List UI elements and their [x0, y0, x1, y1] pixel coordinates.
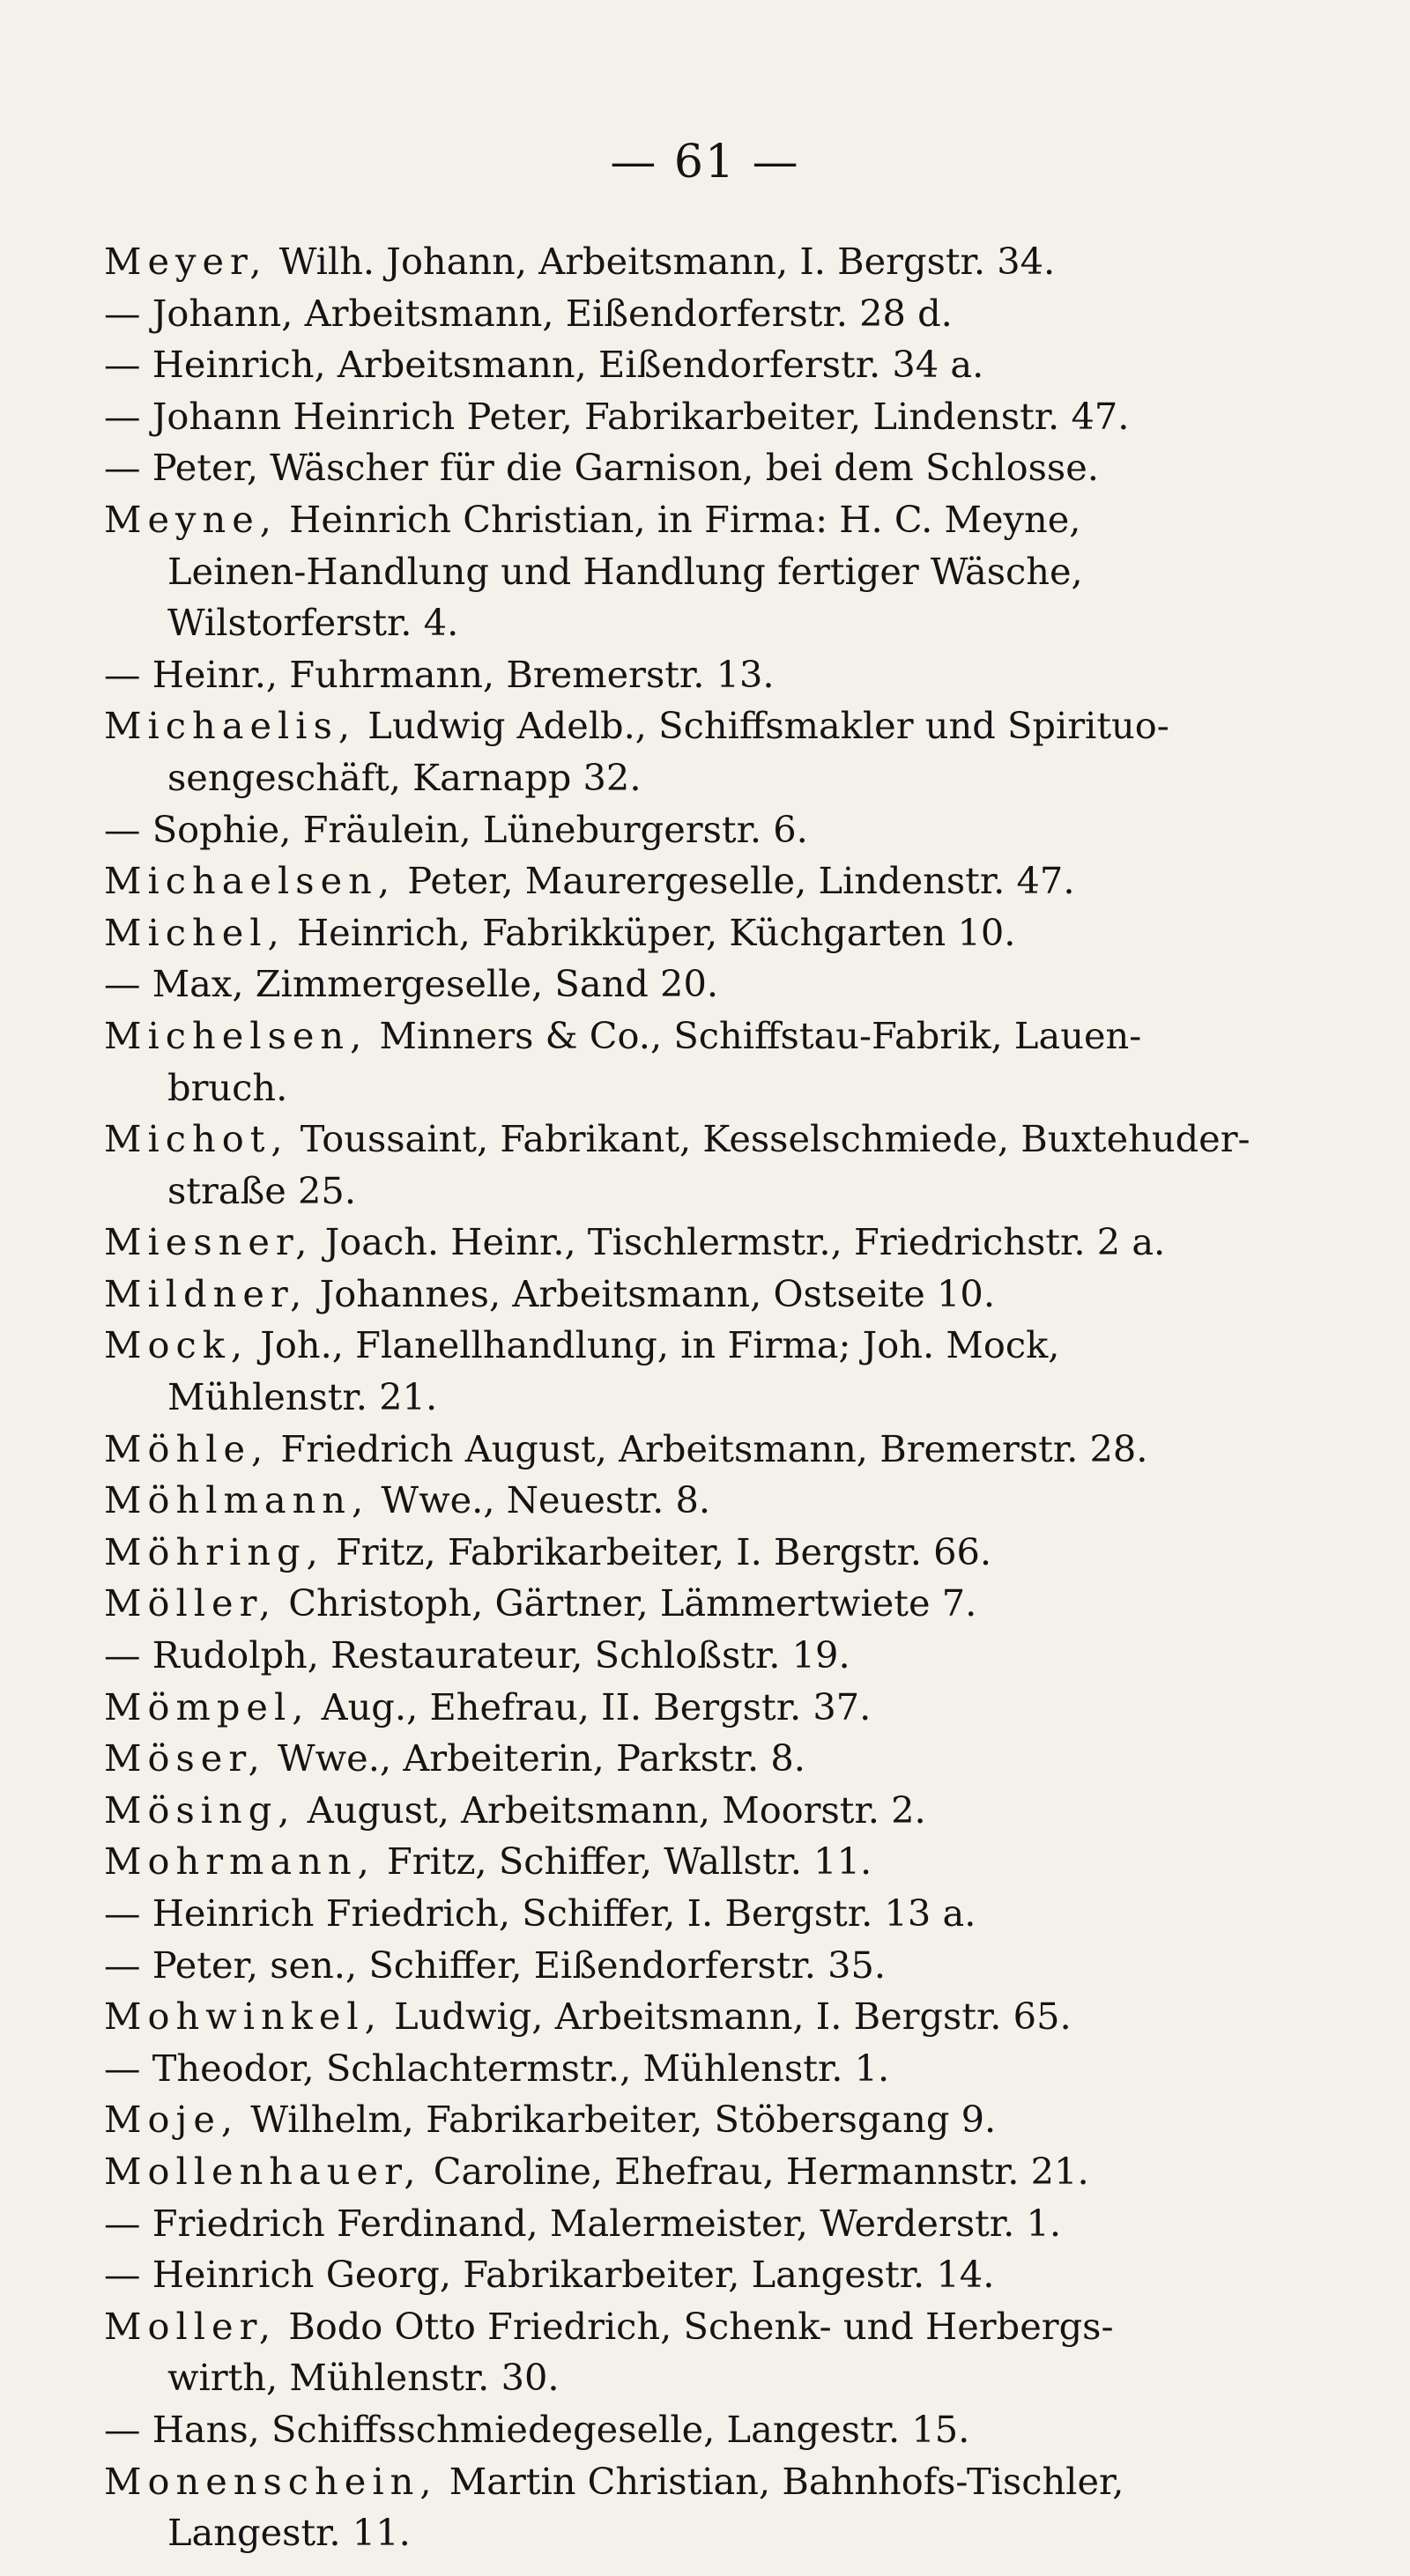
directory-entry — [104, 1320, 1364, 1372]
entry-details: Heinrich, Fabrikküper, Küchgarten 10. — [285, 910, 1016, 954]
surname: Möller, — [104, 1581, 278, 1625]
directory-entry — [104, 1217, 1364, 1269]
surname: Moller, — [104, 2304, 278, 2348]
entry-details: Christoph, Gärtner, Lämmertwiete 7. — [277, 1581, 977, 1625]
directory-entry — [104, 1527, 1364, 1579]
continuation-line: Wilstorferstr. 4. — [167, 601, 459, 645]
page-number: — 61 — — [610, 136, 800, 189]
entry-details: Joh., Flanellhandlung, in Firma; Joh. Mock, — [249, 1323, 1060, 1367]
sub-entry: — Max, Zimmergeselle, Sand 20. — [104, 962, 719, 1006]
continuation-line: straße 25. — [167, 1168, 357, 1212]
surname: Meyer, — [104, 240, 268, 283]
sub-entry: — Peter, sen., Schiffer, Eißendorferstr. 35. — [104, 1943, 887, 1987]
directory-entry — [104, 1010, 1364, 1062]
surname: Möhring, — [104, 1529, 324, 1573]
sub-entry: — Hans, Schiffsschmiedegeselle, Langestr. 15. — [104, 2407, 970, 2451]
entry-details: Ludwig Adelb., Schiffsmakler und Spirituo- — [356, 704, 1169, 748]
directory-entry — [104, 1785, 1364, 1837]
entry-details: Wilhelm, Fabrikarbeiter, Stöbersgang 9. — [239, 2098, 997, 2142]
surname: Michot, — [104, 1117, 289, 1161]
directory-entry — [104, 2301, 1364, 2353]
sub-entry: — Peter, Wäscher für die Garnison, bei dem Schlosse. — [104, 446, 1099, 490]
continuation-line: wirth, Mühlenstr. 30. — [167, 2356, 560, 2400]
surname: Mollenhauer, — [104, 2149, 422, 2193]
directory-entry — [104, 2094, 1364, 2146]
surname: Michaelsen, — [104, 859, 397, 903]
directory-entry — [104, 236, 1364, 288]
directory-entry — [104, 1475, 1364, 1527]
directory-entry — [104, 700, 1364, 752]
continuation-line: Mühlenstr. 21. — [167, 1375, 438, 1419]
surname: Mock, — [104, 1323, 249, 1367]
directory-entries — [104, 236, 1364, 2559]
surname: Mösing, — [104, 1788, 296, 1832]
entry-details: August, Arbeitsmann, Moorstr. 2. — [295, 1788, 926, 1832]
entry-details: Heinrich Christian, in Firma: H. C. Meyne, — [277, 497, 1081, 541]
sub-entry: — Heinrich Friedrich, Schiffer, I. Bergstr. 13 a. — [104, 1891, 976, 1935]
entry-details: Caroline, Ehefrau, Hermannstr. 21. — [421, 2149, 1089, 2193]
surname: Meyne, — [104, 497, 278, 541]
entry-details: Friedrich August, Arbeitsmann, Bremerstr. 28. — [269, 1426, 1148, 1470]
sub-entry: — Johann, Arbeitsmann, Eißendorferstr. 28 d. — [104, 291, 953, 335]
entry-details: Martin Christian, Bahnhofs-Tischler, — [437, 2459, 1124, 2503]
surname: Mohwinkel, — [104, 1995, 382, 2039]
surname: Michaelis, — [104, 704, 357, 748]
directory-entry — [104, 1836, 1364, 1888]
directory-entry — [104, 494, 1364, 546]
directory-entry — [104, 2146, 1364, 2198]
directory-entry — [104, 907, 1364, 959]
surname: Möhle, — [104, 1426, 270, 1470]
sub-entry: — Sophie, Fräulein, Lüneburgerstr. 6. — [104, 807, 808, 851]
sub-entry: — Heinrich Georg, Fabrikarbeiter, Langestr. 14. — [104, 2253, 995, 2297]
surname: Moje, — [104, 2098, 240, 2142]
directory-entry — [104, 1269, 1364, 1321]
surname: Möser, — [104, 1736, 266, 1780]
directory-entry — [104, 1424, 1364, 1476]
entry-details: Bodo Otto Friedrich, Schenk- und Herbergs- — [277, 2304, 1114, 2348]
surname: Michelsen, — [104, 1013, 368, 1057]
sub-entry: — Friedrich Ferdinand, Malermeister, Werderstr. 1. — [104, 2201, 1062, 2245]
entry-details: Johannes, Arbeitsmann, Ostseite 10. — [308, 1271, 996, 1315]
sub-entry: — Heinr., Fuhrmann, Bremerstr. 13. — [104, 652, 775, 696]
directory-entry — [104, 1682, 1364, 1734]
continuation-line: Leinen-Handlung und Handlung fertiger Wäsche, — [167, 549, 1083, 593]
surname: Mömpel, — [104, 1684, 310, 1728]
entry-details: Fritz, Fabrikarbeiter, I. Bergstr. 66. — [323, 1529, 992, 1573]
surname: Mohrmann, — [104, 1839, 375, 1884]
directory-entry — [104, 855, 1364, 907]
surname: Michel, — [104, 910, 286, 954]
entry-details: Aug., Ehefrau, II. Bergstr. 37. — [309, 1684, 872, 1728]
entry-details: Toussaint, Fabrikant, Kesselschmiede, Buxtehuder- — [288, 1117, 1250, 1161]
continuation-line: Langestr. 11. — [167, 2511, 411, 2555]
sub-entry: — Johann Heinrich Peter, Fabrikarbeiter, Lindenstr. 47. — [104, 394, 1130, 438]
surname: Monenschein, — [104, 2459, 438, 2503]
entry-details: Wwe., Neuestr. 8. — [369, 1478, 711, 1522]
entry-details: Joach. Heinr., Tischlermstr., Friedrichstr. 2 a. — [313, 1220, 1166, 1264]
continuation-line: bruch. — [167, 1065, 288, 1109]
surname: Mildner, — [104, 1271, 308, 1315]
surname: Möhlmann, — [104, 1478, 370, 1522]
entry-details: Wilh. Johann, Arbeitsmann, I. Bergstr. 34. — [267, 240, 1056, 283]
directory-entry — [104, 1578, 1364, 1630]
sub-entry: — Heinrich, Arbeitsmann, Eißendorferstr. 34 a. — [104, 343, 984, 387]
directory-entry — [104, 1114, 1364, 1166]
directory-entry — [104, 2456, 1364, 2508]
sub-entry: — Theodor, Schlachtermstr., Mühlenstr. 1. — [104, 2046, 890, 2090]
entry-details: Peter, Maurergeselle, Lindenstr. 47. — [396, 859, 1075, 903]
directory-entry — [104, 1991, 1364, 2043]
sub-entry: — Rudolph, Restaurateur, Schloßstr. 19. — [104, 1633, 850, 1677]
entry-details: Minners & Co., Schiffstau-Fabrik, Lauen- — [367, 1013, 1142, 1057]
directory-entry — [104, 1733, 1364, 1785]
surname: Miesner, — [104, 1220, 314, 1264]
entry-details: Fritz, Schiffer, Wallstr. 11. — [375, 1839, 872, 1884]
entry-details: Ludwig, Arbeitsmann, I. Bergstr. 65. — [382, 1995, 1072, 2039]
continuation-line: sengeschäft, Karnapp 32. — [167, 755, 642, 799]
entry-details: Wwe., Arbeiterin, Parkstr. 8. — [265, 1736, 805, 1780]
